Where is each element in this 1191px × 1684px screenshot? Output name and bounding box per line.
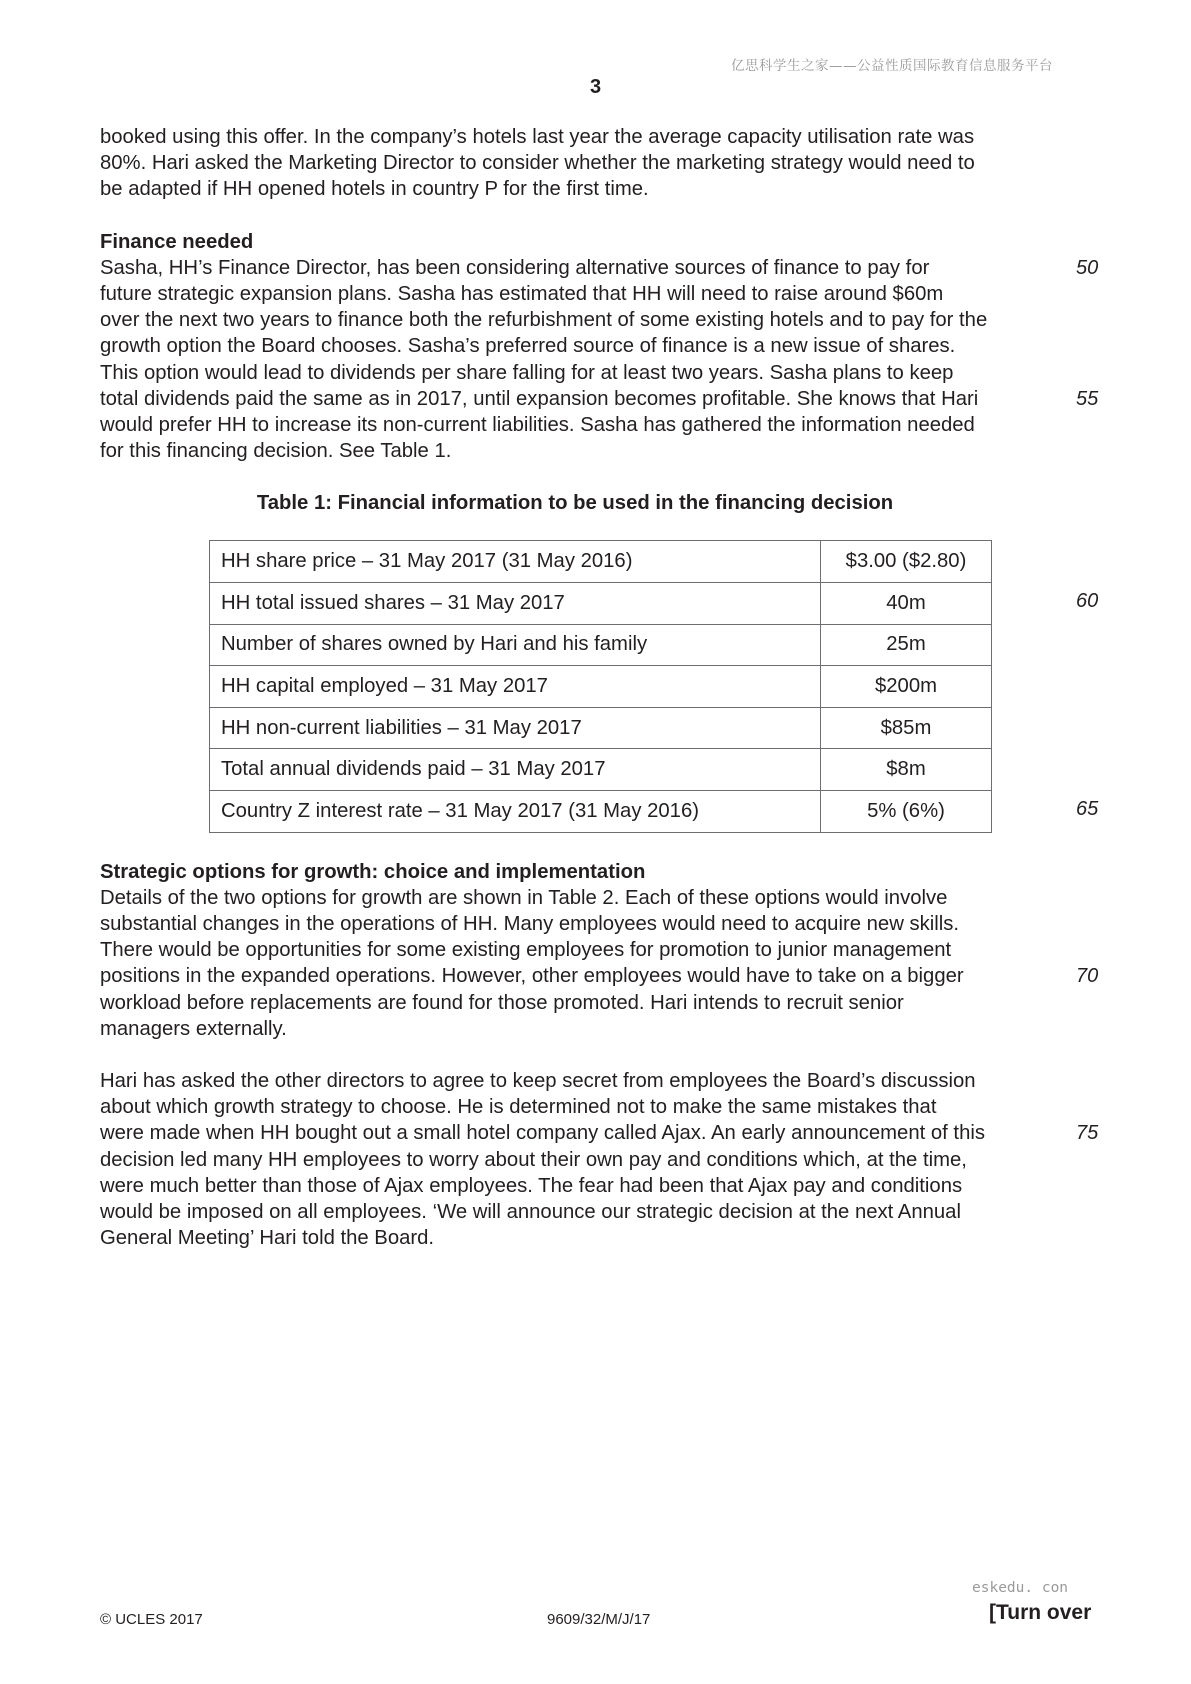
table-row [210, 666, 992, 708]
table-row [210, 791, 992, 833]
page-number: 3 [589, 76, 602, 98]
line-text: There would be opportunities for some existing employees for promotion to junior management [100, 939, 952, 962]
spacer [100, 1042, 1052, 1068]
turn-over-label: [Turn over [989, 1601, 1092, 1624]
intro-paragraph [100, 124, 1052, 203]
copyright-notice: © UCLES 2017 [100, 1611, 203, 1628]
line-number: 70 [1076, 965, 1099, 988]
line-text: were much better than those of Ajax employees. The fear had been that Ajax pay and conditions [100, 1174, 963, 1197]
text-line [100, 937, 1052, 963]
paper-code: 9609/32/M/J/17 [547, 1611, 651, 1628]
finance-paragraph [100, 255, 1099, 465]
line-number: 75 [1076, 1122, 1099, 1145]
line-text: managers externally. [100, 1017, 287, 1040]
line-number: 50 [1076, 256, 1099, 279]
row-label: Total annual dividends paid – 31 May 2017 [210, 749, 821, 791]
text-line [100, 438, 1052, 464]
line-text: workload before replacements are found for those promoted. Hari intends to recruit senior [100, 991, 904, 1014]
text-line [100, 1173, 1052, 1199]
row-value: 5% (6%) [821, 791, 992, 833]
text-line [100, 307, 1052, 333]
text-line [100, 990, 1052, 1016]
financial-info-table [209, 540, 992, 832]
table-row [210, 707, 992, 749]
text-line [100, 255, 1099, 281]
line-text: would prefer HH to increase its non-current liabilities. Sasha has gathered the information needed [100, 414, 975, 437]
text-line [100, 333, 1052, 359]
line-number: 65 [1076, 798, 1099, 821]
line-text: decision led many HH employees to worry about their own pay and conditions which, at the time, [100, 1148, 967, 1171]
text-line [100, 885, 1052, 911]
line-text: Sasha, HH’s Finance Director, has been considering alternative sources of finance to pay for [100, 256, 930, 279]
line-text: growth option the Board chooses. Sasha’s preferred source of finance is a new issue of shares. [100, 335, 956, 358]
page-content [100, 124, 1099, 1251]
section-heading-strategic: Strategic options for growth: choice and implementation [100, 860, 646, 883]
text-line: booked using this offer. In the company’s hotels last year the average capacity utilisation rate was [100, 126, 975, 148]
line-text: were made when HH bought out a small hotel company called Ajax. An early announcement of this [100, 1122, 985, 1145]
line-text: Details of the two options for growth are shown in Table 2. Each of these options would involve [100, 886, 948, 909]
text-line [100, 911, 1052, 937]
line-text: substantial changes in the operations of HH. Many employees would need to acquire new skills. [100, 913, 960, 935]
line-text: total dividends paid the same as in 2017, until expansion becomes profitable. She knows that Hari [100, 387, 979, 410]
row-label: HH non-current liabilities – 31 May 2017 [210, 707, 821, 749]
text-line [100, 1068, 1052, 1094]
line-text: future strategic expansion plans. Sasha has estimated that HH will need to raise around $60m [100, 283, 944, 306]
strategic-paragraph-2 [100, 1068, 1099, 1251]
table-caption: Table 1: Financial information to be used in the financing decision [256, 492, 894, 515]
text-line [100, 963, 1099, 989]
line-text: This option would lead to dividends per share falling for at least two years. Sasha plans to keep [100, 361, 954, 384]
row-label: HH capital employed – 31 May 2017 [210, 666, 821, 708]
header-watermark: 亿思科学生之家——公益性质国际教育信息服务平台 [731, 58, 1053, 74]
line-text: would be imposed on all employees. ‘We will announce our strategic decision at the next Annual [100, 1201, 961, 1224]
line-number: 55 [1076, 387, 1099, 410]
row-label: Country Z interest rate – 31 May 2017 (31 May 2016) [210, 791, 821, 833]
text-line [100, 1094, 1052, 1120]
line-text: Hari has asked the other directors to agree to keep secret from employees the Board’s discussion [100, 1070, 976, 1093]
line-text: positions in the expanded operations. However, other employees would have to take on a bigger [100, 965, 964, 988]
spacer [100, 833, 1052, 859]
row-value: 40m [821, 583, 992, 625]
table-row [210, 583, 992, 625]
text-line: be adapted if HH opened hotels in country P for the first time. [100, 178, 649, 201]
text-line [100, 1225, 1052, 1251]
row-label: Number of shares owned by Hari and his family [210, 624, 821, 666]
text-line [100, 1199, 1052, 1225]
text-line [100, 1016, 1052, 1042]
row-label: HH total issued shares – 31 May 2017 [210, 583, 821, 625]
spacer [100, 203, 1052, 229]
text-line [100, 360, 1052, 386]
row-label: HH share price – 31 May 2017 (31 May 2016) [210, 541, 821, 583]
line-text: for this financing decision. See Table 1. [100, 440, 452, 463]
row-value: $85m [821, 707, 992, 749]
text-line [100, 1120, 1099, 1146]
text-line [100, 1147, 1052, 1173]
text-line [100, 281, 1052, 307]
row-value: $8m [821, 749, 992, 791]
line-text: General Meeting’ Hari told the Board. [100, 1227, 435, 1250]
footer-watermark: eskedu. con [972, 1580, 1069, 1596]
line-number: 60 [1076, 590, 1099, 613]
text-line: 80%. Hari asked the Marketing Director to consider whether the marketing strategy would need to [100, 152, 975, 175]
line-text: about which growth strategy to choose. He is determined not to make the same mistakes that [100, 1096, 937, 1119]
row-value: 25m [821, 624, 992, 666]
table-row [210, 749, 992, 791]
text-line [100, 412, 1052, 438]
section-heading-finance: Finance needed [100, 230, 254, 253]
table-row [210, 541, 992, 583]
table-row [210, 624, 992, 666]
text-line [100, 386, 1099, 412]
row-value: $3.00 ($2.80) [821, 541, 992, 583]
line-text: over the next two years to finance both the refurbishment of some existing hotels and to pay for the [100, 309, 988, 332]
strategic-paragraph-1 [100, 885, 1099, 1042]
row-value: $200m [821, 666, 992, 708]
table-wrapper [209, 540, 1099, 832]
